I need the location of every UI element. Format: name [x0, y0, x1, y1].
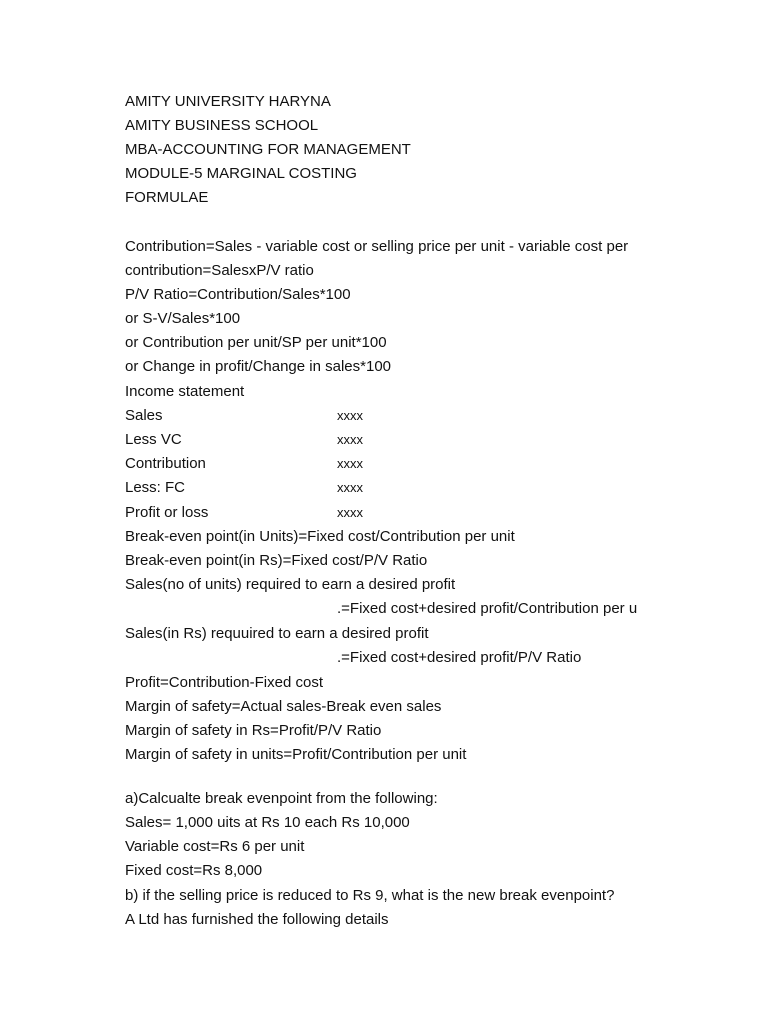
question-text: a)Calcualte break evenpoint from the following:	[125, 790, 438, 807]
formula-text: Profit=Contribution-Fixed cost	[125, 674, 324, 691]
formula-text: Sales(no of units) required to earn a desired profit	[125, 576, 456, 593]
statement-label: Contribution	[125, 455, 206, 472]
formula-text: Break-even point(in Units)=Fixed cost/Contribution per unit	[125, 528, 515, 545]
formula-text: Income statement	[125, 383, 245, 400]
statement-value: xxxx	[337, 505, 363, 520]
document-page: AMITY UNIVERSITY HARYNA AMITY BUSINESS SCHOOL MBA-ACCOUNTING FOR MANAGEMENT MODULE-5 MARGINAL COSTING FORMULAE Contribution=Sales - variable cost or selling price per unit - variable cost per contribution=SalesxP/V ratio P/V Ratio=Contribution/Sales*100 or S-V/Sales*100 or Contribution per unit/SP per unit*100 or Change in profit/Change in sales*100 Income statement Sales xxxx Less VC xxxx Contribution xxxx Less: FC xxxx Profit or loss xxxx Break-even point(in Units)=Fixed cost/Contribution per unit Break-even point(in Rs)=Fixed cost/P/V Ratio Sales(no of units) required to earn a desired profit .=Fixed cost+desired profit/Contribution per u Sales(in Rs) requuired to earn a desired profit .=Fixed cost+desired profit/P/V Ratio Profit=Contribution-Fixed cost Margin of safety=Actual sales-Break even sales Margin of safety in Rs=Profit/P/V Ratio Margin of safety in units=Profit/Contribution per unit a)Calcualte break evenpoint from the following: Sales= 1,000 uits at Rs 10 each Rs 10,000 Variable cost=Rs 6 per unit Fixed cost=Rs 8,000 b) if the selling price is reduced to Rs 9, what is the new break evenpoint? A Ltd has furnished the following details	[0, 0, 768, 1024]
statement-value: xxxx	[337, 408, 363, 423]
statement-label: Sales	[125, 407, 163, 424]
formula-text: Sales(in Rs) requuired to earn a desired profit	[125, 625, 429, 642]
question-text: A Ltd has furnished the following details	[125, 911, 389, 928]
statement-label: Profit or loss	[125, 504, 209, 521]
formula-text: P/V Ratio=Contribution/Sales*100	[125, 286, 351, 303]
formula-text: Margin of safety=Actual sales-Break even sales	[125, 698, 442, 715]
statement-label: Less VC	[125, 431, 182, 448]
statement-value: xxxx	[337, 432, 363, 447]
formula-text: Contribution=Sales - variable cost or selling price per unit - variable cost per	[125, 238, 629, 255]
statement-value: xxxx	[337, 480, 363, 495]
formula-text: Margin of safety in Rs=Profit/P/V Ratio	[125, 722, 382, 739]
formula-text: Break-even point(in Rs)=Fixed cost/P/V Ratio	[125, 552, 428, 569]
formula-text: Margin of safety in units=Profit/Contribution per unit	[125, 746, 467, 763]
statement-label: Less: FC	[125, 479, 186, 496]
statement-value: xxxx	[337, 456, 363, 471]
